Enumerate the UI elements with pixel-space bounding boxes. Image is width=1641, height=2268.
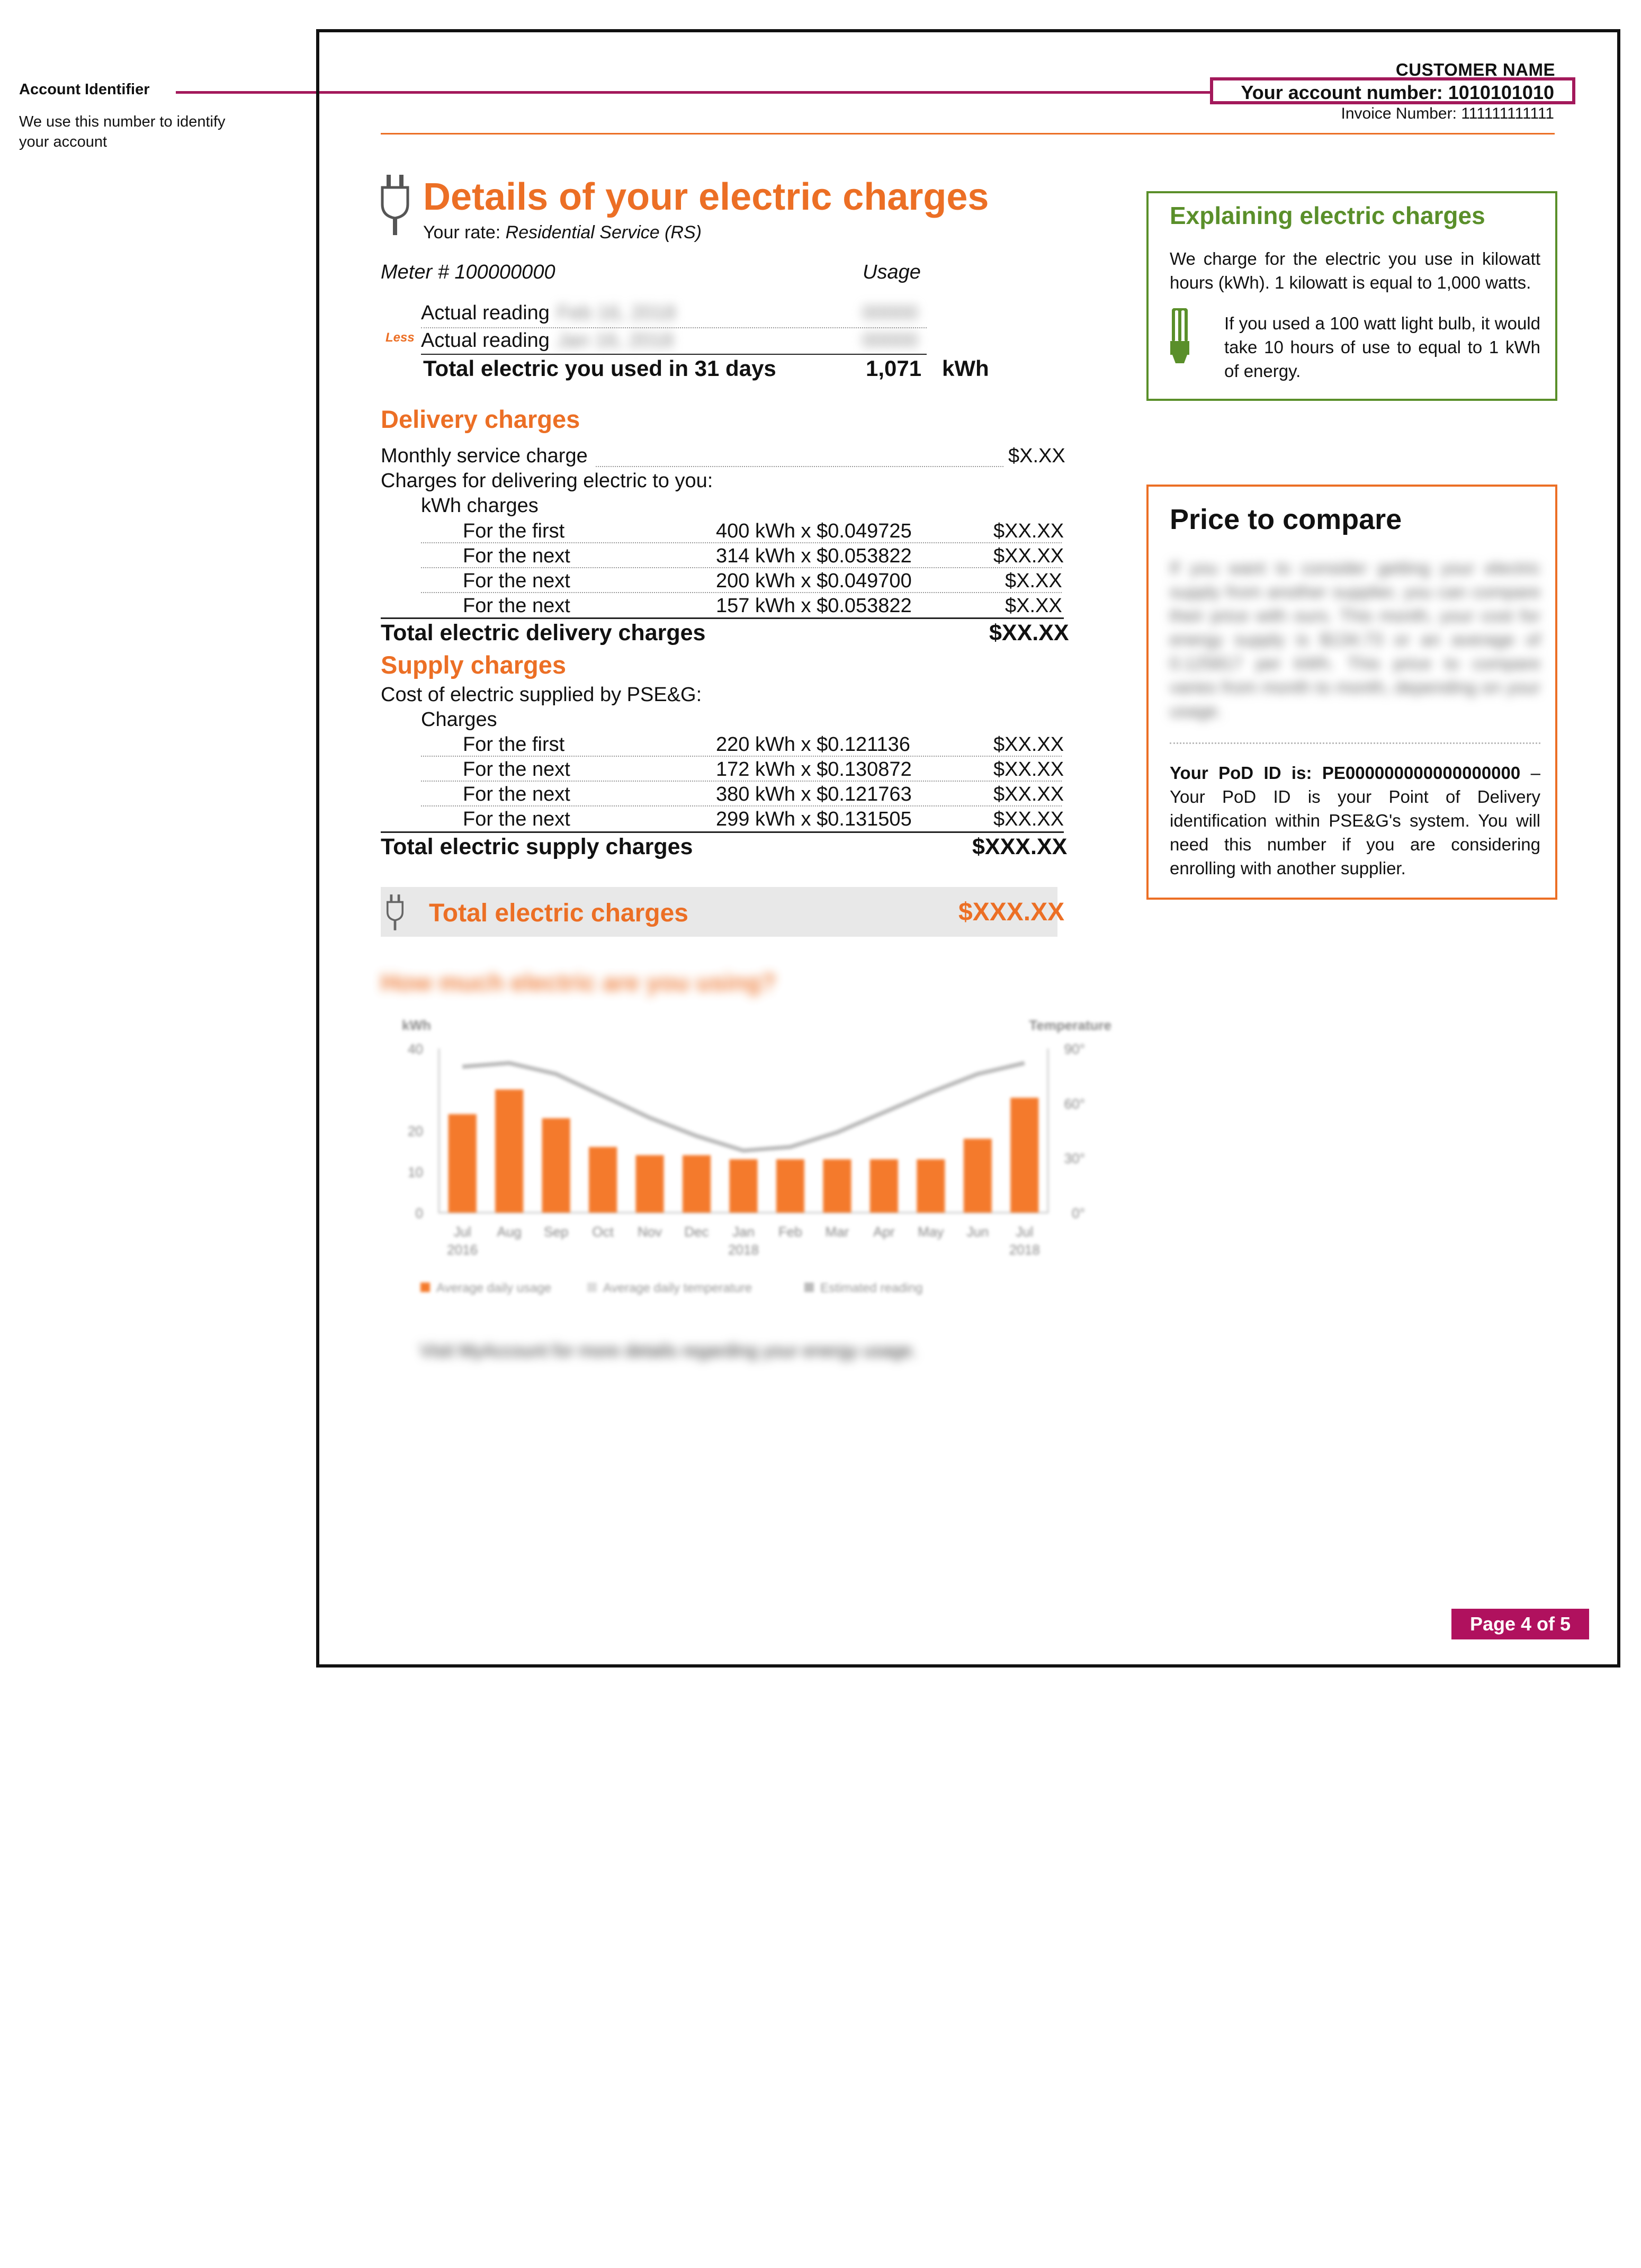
actual-reading-label: Actual reading [421, 329, 550, 352]
price-divider [1170, 742, 1540, 744]
y2-tick-label: 60° [1064, 1096, 1085, 1112]
supply-row-label: For the next [463, 808, 570, 830]
row-divider [421, 327, 927, 328]
delivery-row-amount: $X.XX [1005, 595, 1062, 617]
x-tick-label: Jun [966, 1224, 989, 1240]
supply-row-amount: $XX.XX [993, 808, 1064, 830]
delivery-row-calc: 314 kWh x $0.053822 [716, 545, 912, 567]
delivery-heading: Delivery charges [381, 405, 580, 433]
rate-line [423, 222, 702, 243]
supply-row-label: For the next [463, 783, 570, 805]
total-used-unit: kWh [942, 356, 989, 381]
delivery-total-label: Total electric delivery charges [381, 620, 706, 646]
light-bulb-icon [1168, 308, 1191, 370]
chart-footnote: Visit MyAccount for more details regarding your energy usage. [420, 1341, 917, 1361]
usage-bar [776, 1159, 804, 1213]
charges-for-delivering: Charges for delivering electric to you: [381, 470, 713, 492]
usage-bar [917, 1159, 945, 1213]
usage-bar [683, 1155, 711, 1213]
usage-bar [589, 1147, 617, 1213]
leader-dots [596, 466, 1003, 467]
delivery-row-label: For the next [463, 570, 570, 592]
kwh-charges-label: kWh charges [421, 495, 539, 517]
y2-tick-label: 30° [1064, 1150, 1085, 1167]
total-charges-label: Total electric charges [429, 899, 688, 927]
delivery-total-amount: $XX.XX [989, 620, 1069, 646]
x-tick-label: Jul [453, 1224, 471, 1240]
supply-cost-label: Cost of electric supplied by PSE&G: [381, 684, 702, 706]
delivery-row-label: For the next [463, 545, 570, 567]
reading-date: Feb 16, 2018 [557, 302, 676, 324]
pod-id-label: Your PoD ID is: PE000000000000000000 [1170, 763, 1521, 783]
usage-bar [636, 1155, 664, 1213]
legend-entry: Average daily usage [436, 1281, 552, 1295]
delivery-row-calc: 157 kWh x $0.053822 [716, 595, 912, 617]
less-label: Less [385, 330, 415, 345]
x-tick-label: Aug [497, 1224, 522, 1240]
pod-id-text [1170, 761, 1540, 880]
rate-label: Your rate: [423, 222, 501, 243]
supply-row-amount: $XX.XX [993, 733, 1064, 756]
price-text: If you want to consider getting your electric supply from another supplier, you can compare their price with ours. This month, your cost for energy supply is $134.73 or an average of 0.125817 per kWh. This price to compare varies from month to month, depending on your usage. [1170, 558, 1540, 721]
supply-row-calc: 172 kWh x $0.130872 [716, 758, 912, 781]
total-used-label: Total electric you used in 31 days [423, 356, 776, 381]
y-tick-label: 10 [408, 1164, 423, 1180]
x-tick-label: Oct [592, 1224, 614, 1240]
legend-entry: Average daily temperature [603, 1281, 752, 1295]
x-tick-label: Jan [732, 1224, 755, 1240]
usage-bar [1010, 1098, 1038, 1213]
annotation-description: We use this number to identify your account [19, 113, 226, 150]
legend-swatch [587, 1283, 597, 1292]
supply-total-amount: $XXX.XX [972, 834, 1068, 859]
usage-bar [964, 1139, 992, 1213]
usage-bar [823, 1159, 851, 1213]
x-tick-label: Apr [873, 1224, 895, 1240]
y2-tick-label: 90° [1064, 1041, 1085, 1057]
supply-row-label: For the first [463, 733, 565, 756]
x-tick-label: Dec [684, 1224, 709, 1240]
usage-header: Usage [863, 261, 921, 283]
row-divider [421, 781, 1062, 782]
supply-total-divider [381, 831, 1064, 833]
row-divider [421, 542, 1062, 543]
delivery-total-divider [381, 617, 1064, 619]
reading-value: 00000 [862, 302, 918, 324]
customer-name: CUSTOMER NAME [1395, 60, 1555, 79]
total-divider [421, 354, 927, 355]
supply-total-label: Total electric supply charges [381, 834, 693, 859]
usage-bar [495, 1090, 523, 1213]
x-tick-label: Sep [544, 1224, 569, 1240]
usage-bar [729, 1159, 757, 1213]
row-divider [421, 805, 1062, 806]
row-divider [421, 592, 1062, 593]
page-number-badge: Page 4 of 5 [1451, 1609, 1589, 1639]
x-tick-label: Mar [825, 1224, 849, 1240]
y-tick-label: 40 [408, 1041, 423, 1057]
x-tick-label: 2016 [447, 1242, 478, 1258]
plug-icon [379, 174, 411, 239]
y2-tick-label: 0° [1072, 1205, 1085, 1221]
supply-row-calc: 220 kWh x $0.121136 [716, 733, 910, 756]
supply-charges-label: Charges [421, 709, 497, 731]
monthly-service-amount: $X.XX [1008, 445, 1065, 467]
reading-date: Jan 16, 2018 [557, 329, 674, 352]
legend-swatch [804, 1283, 814, 1292]
x-tick-label: 2018 [1009, 1242, 1040, 1258]
x-tick-label: Feb [778, 1224, 802, 1240]
page-title: Details of your electric charges [423, 176, 989, 218]
annotation-title: Account Identifier [19, 81, 150, 98]
delivery-row-label: For the first [463, 520, 565, 542]
x-tick-label: Nov [637, 1224, 662, 1240]
rate-value: Residential Service (RS) [505, 222, 702, 243]
plug-icon [385, 894, 405, 934]
reading-value: 00000 [862, 329, 918, 352]
y-tick-label: 0 [415, 1205, 423, 1221]
delivery-row-calc: 200 kWh x $0.049700 [716, 570, 912, 592]
chart-title: How much electric are you using? [381, 969, 776, 996]
price-title: Price to compare [1170, 504, 1402, 535]
delivery-row-label: For the next [463, 595, 570, 617]
supply-row-calc: 380 kWh x $0.121763 [716, 783, 912, 805]
meter-number: Meter # 100000000 [381, 261, 555, 283]
usage-bar [449, 1114, 477, 1213]
usage-bar [542, 1118, 570, 1213]
supply-heading: Supply charges [381, 651, 566, 679]
supply-row-amount: $XX.XX [993, 758, 1064, 781]
x-tick-label: May [918, 1224, 944, 1240]
account-number: Your account number: 1010101010 [1241, 82, 1554, 103]
x-tick-label: 2018 [728, 1242, 759, 1258]
supply-row-label: For the next [463, 758, 570, 781]
actual-reading-label: Actual reading [421, 302, 550, 324]
explain-tip: If you used a 100 watt light bulb, it would take 10 hours of use to equal to 1 kWh of energy. [1224, 313, 1540, 381]
total-used-value: 1,071 [866, 356, 922, 381]
invoice-number: Invoice Number: 111111111111 [1341, 105, 1554, 122]
supply-row-amount: $XX.XX [993, 783, 1064, 805]
delivery-row-amount: $X.XX [1005, 570, 1062, 592]
row-divider [421, 567, 1062, 568]
usage-chart [381, 1006, 1133, 1303]
explain-text: We charge for the electric you use in kilowatt hours (kWh). 1 kilowatt is equal to 1,000 watts. [1170, 249, 1540, 292]
y-tick-label: 20 [408, 1123, 423, 1139]
legend-swatch [420, 1283, 430, 1292]
delivery-row-calc: 400 kWh x $0.049725 [716, 520, 912, 542]
x-tick-label: Jul [1016, 1224, 1034, 1240]
supply-row-calc: 299 kWh x $0.131505 [716, 808, 912, 830]
usage-bar [870, 1159, 898, 1213]
chart-ylabel: kWh [402, 1017, 431, 1033]
chart-y2label: Temperature [1029, 1017, 1111, 1033]
legend-entry: Estimated reading [820, 1281, 923, 1295]
pod-id-explanation: – Your PoD ID is your Point of Delivery identification within PSE&G's system. You will need this number if you are considering enrolling with another supplier. [1170, 763, 1540, 878]
header-divider [381, 133, 1555, 135]
monthly-service-label: Monthly service charge [381, 445, 588, 467]
row-divider [421, 756, 1062, 757]
total-charges-amount: $XXX.XX [958, 898, 1065, 926]
explain-title: Explaining electric charges [1170, 202, 1485, 229]
delivery-row-amount: $XX.XX [993, 520, 1064, 542]
delivery-row-amount: $XX.XX [993, 545, 1064, 567]
